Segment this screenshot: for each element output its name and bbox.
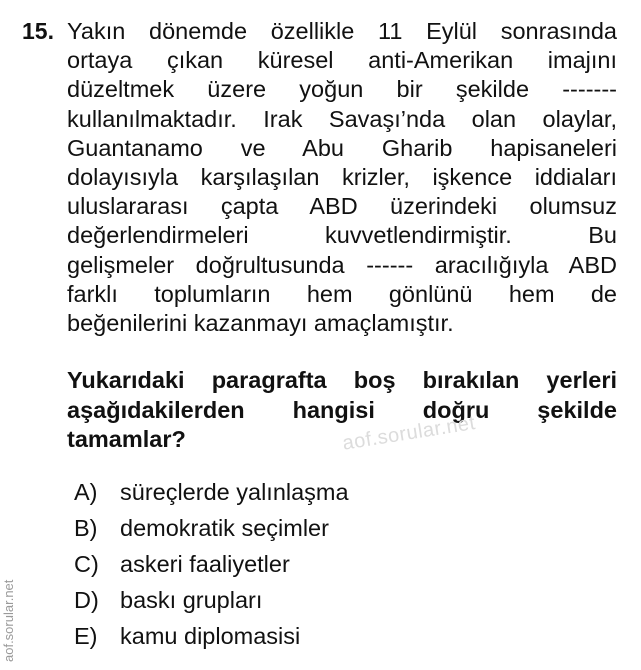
passage-line: uluslararası çapta ABD üzerindeki olumsuz <box>67 193 617 220</box>
option-text: askeri faaliyetler <box>120 551 290 577</box>
answer-options <box>74 474 574 654</box>
passage-line: dolayısıyla karşılaşılan krizler, işkence iddiaları <box>67 164 617 191</box>
passage-line: Yakın dönemde özellikle 11 Eylül sonrasında <box>67 18 617 44</box>
prompt-line: Yukarıdaki paragrafta boş bırakılan yerleri <box>67 367 617 393</box>
option-text: demokratik seçimler <box>120 515 329 541</box>
passage-line: beğenilerini kazanmayı amaçlamıştır. <box>67 310 454 337</box>
option-letter: E) <box>74 623 98 649</box>
option-c[interactable] <box>74 546 574 582</box>
passage-line: değerlendirmeleri kuvvetlendirmiştir. Bu <box>67 222 617 249</box>
watermark-center: aof.sorular.net <box>341 411 478 455</box>
passage-line: kullanılmaktadır. Irak Savaşı’nda olan olaylar, <box>67 105 617 132</box>
option-letter: C) <box>74 551 99 577</box>
passage-line: düzeltmek üzere yoğun bir şekilde ------- <box>67 76 617 103</box>
option-text: kamu diplomasisi <box>120 623 301 649</box>
prompt-line: aşağıdakilerden hangisi doğru şekilde <box>67 396 617 423</box>
option-d[interactable] <box>74 582 574 618</box>
option-letter: B) <box>74 515 98 541</box>
option-a[interactable] <box>74 474 574 510</box>
passage-line: gelişmeler doğrultusunda ------ aracılığıyla ABD <box>67 251 617 278</box>
question-passage <box>67 17 617 338</box>
question-number: 15. <box>22 18 54 44</box>
prompt-line: tamamlar? <box>67 426 186 452</box>
option-b[interactable] <box>74 510 574 546</box>
option-text: baskı grupları <box>120 587 263 613</box>
passage-line: Guantanamo ve Abu Gharib hapisaneleri <box>67 134 617 161</box>
option-text: süreçlerde yalınlaşma <box>120 479 349 505</box>
watermark-side: aof.sorular.net <box>1 579 16 662</box>
option-letter: A) <box>74 479 98 505</box>
option-letter: D) <box>74 587 99 613</box>
option-e[interactable] <box>74 618 574 654</box>
passage-line: ortaya çıkan küresel anti-Amerikan imajını <box>67 47 617 74</box>
passage-line: farklı toplumların hem gönlünü hem de <box>67 280 617 307</box>
